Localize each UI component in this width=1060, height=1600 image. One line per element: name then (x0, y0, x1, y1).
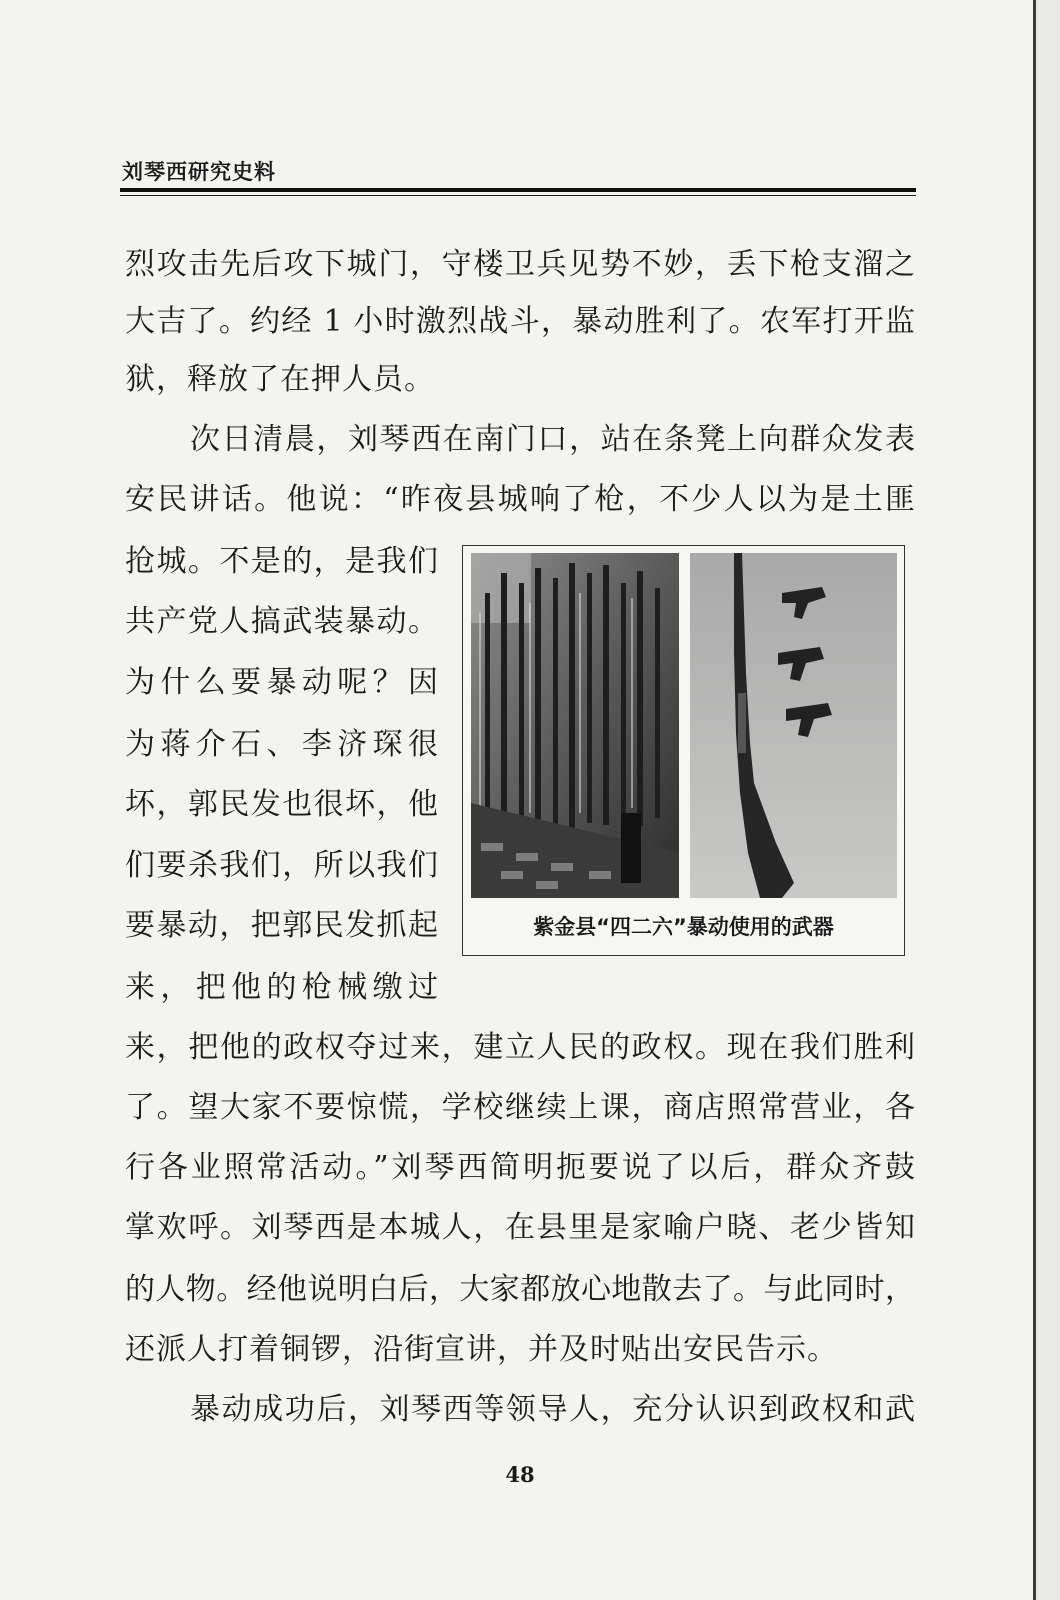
figure (462, 545, 905, 956)
column-text-line: 为什么要暴动呢？因 (125, 665, 438, 700)
text-line: 行各业照常活动。”刘琴西简明扼要说了以后，群众齐鼓 (125, 1150, 915, 1185)
text-line: 大吉了。约经 1 小时激烈战斗，暴动胜利了。农军打开监 (125, 304, 915, 339)
figure-caption: 紫金县“四二六”暴动使用的武器 (533, 915, 834, 939)
page-number: 48 (505, 1462, 535, 1487)
photo-rifles-rack (471, 553, 679, 898)
running-header: 刘琴西研究史料 (122, 160, 276, 184)
text-line: 掌欢呼。刘琴西是本城人，在县里是家喻户晓、老少皆知 (125, 1210, 915, 1245)
header-rule-thin (120, 195, 916, 196)
text-line: 的人物。经他说明白后，大家都放心地散去了。与此同时， (125, 1272, 915, 1307)
column-text-line: 要暴动，把郭民发抓起 (125, 908, 438, 943)
column-text-line: 坏，郭民发也很坏，他 (125, 787, 438, 822)
photo-rifle-and-pistols (690, 553, 897, 898)
page-edge-shadow (1036, 0, 1060, 1600)
column-text-line: 来，把他的枪械缴过 (125, 970, 438, 1005)
text-line: 安民讲话。他说：“昨夜县城响了枪，不少人以为是土匪 (125, 482, 915, 517)
text-line: 了。望大家不要惊慌，学校继续上课，商店照常营业，各 (125, 1090, 915, 1125)
column-text-line: 共产党人搞武装暴动。 (125, 604, 438, 639)
header-rule-thick (120, 188, 916, 192)
page-edge (1033, 0, 1036, 1600)
text-line: 还派人打着铜锣，沿街宣讲，并及时贴出安民告示。 (125, 1332, 838, 1367)
text-line-indented: 次日清晨，刘琴西在南门口，站在条凳上向群众发表 (190, 422, 915, 457)
text-line: 烈攻击先后攻下城门，守楼卫兵见势不妙，丢下枪支溜之 (125, 247, 915, 282)
text-line: 狱，释放了在押人员。 (125, 362, 435, 397)
column-text-line: 们要杀我们，所以我们 (125, 848, 438, 883)
text-line: 来，把他的政权夺过来，建立人民的政权。现在我们胜利 (125, 1030, 915, 1065)
column-text-line: 抢城。不是的，是我们 (125, 544, 438, 579)
column-text-line: 为蒋介石、李济琛很 (125, 727, 438, 762)
text-line-indented: 暴动成功后，刘琴西等领导人，充分认识到政权和武 (190, 1392, 915, 1427)
